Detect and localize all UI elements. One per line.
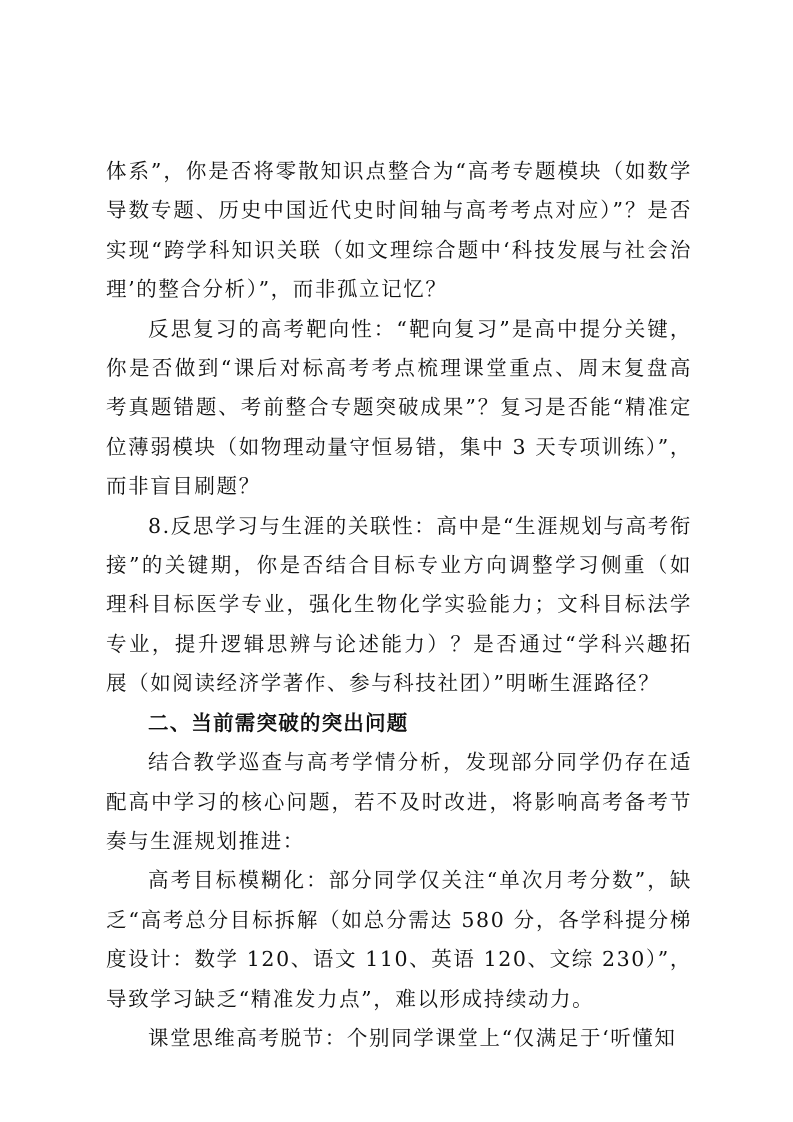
paragraph-career-relevance: 8.反思学习与生涯的关联性：高中是“生涯规划与高考衔接”的关键期，你是否结合目标专业方向调整学习侧重（如理科目标医学专业，强化生物化学实验能力；文科目标法学专业，提升逻辑思辨与论述能力）？是否通过“学科兴趣拓展（如阅读经济学著作、参与科技社团）”明晰生涯路径？ [106,513,692,696]
document-body [106,152,692,1058]
section-heading: 二、当前需突破的突出问题 [148,710,409,735]
paragraph-continuation: 体系”，你是否将零散知识点整合为“高考专题模块（如数学导数专题、历史中国近代史时间轴与高考考点对应）”？是否实现“跨学科知识关联（如文理综合题中‘科技发展与社会治理’的整合分析）”，而非孤立记忆？ [106,159,692,302]
paragraph-classroom-thinking: 课堂思维高考脱节：个别同学课堂上“仅满足于‘听懂知 [148,1025,677,1050]
paragraph-analysis-intro: 结合教学巡查与高考学情分析，发现部分同学仍存在适配高中学习的核心问题，若不及时改进，将影响高考备考节奏与生涯规划推进： [106,750,692,853]
paragraph-review-targeting: 反思复习的高考靶向性：“靶向复习”是高中提分关键，你是否做到“课后对标高考考点梳理课堂重点、周末复盘高考真题错题、考前整合专题突破成果”？复习是否能“精准定位薄弱模块（如物理动量守恒易错，集中 3 天专项训练）”，而非盲目刷题？ [106,316,692,499]
paragraph-goal-blurring: 高考目标模糊化：部分同学仅关注“单次月考分数”，缺乏“高考总分目标拆解（如总分需达 580 分，各学科提分梯度设计：数学 120、语文 110、英语 120、文综 230）”，导致学习缺乏“精准发力点”，难以形成持续动力。 [106,868,692,1011]
